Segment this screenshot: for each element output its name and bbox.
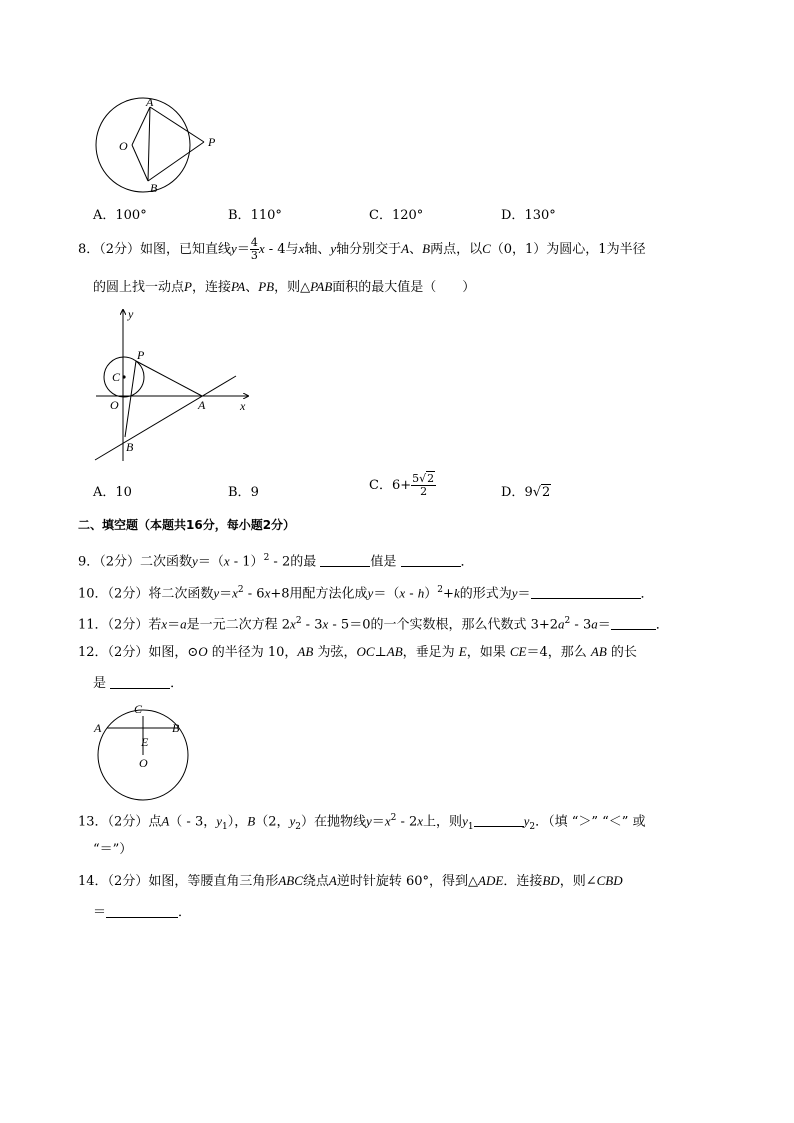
var: x <box>161 616 168 632</box>
var: y <box>367 585 374 601</box>
text: 上，则 <box>423 814 463 830</box>
var: ABC <box>278 873 303 888</box>
text: 是 <box>93 676 111 691</box>
text: ．连接 <box>503 874 543 889</box>
option-label: B． <box>228 208 251 223</box>
q9-blank-2[interactable] <box>401 553 461 567</box>
q7-label-a: A <box>146 95 154 109</box>
q8-figure <box>90 306 260 466</box>
text: 是一元二次方程 2 <box>186 617 291 633</box>
text: ． <box>460 554 474 570</box>
var: x <box>264 585 271 601</box>
text: 12．（2分）如图，⊙ <box>78 645 199 660</box>
sub: 1 <box>222 821 228 832</box>
var: y <box>192 553 198 569</box>
q7-label-b: B <box>150 181 158 195</box>
text: 面积的最大值是（ ） <box>332 280 476 295</box>
q12-label-o: O <box>139 756 148 770</box>
var: x <box>399 585 406 601</box>
frac-num: 5√2 <box>412 472 435 485</box>
text: （ - 3， <box>169 814 217 830</box>
option-label: C． <box>369 208 392 223</box>
text: ＝ <box>167 617 181 633</box>
option-label: A． <box>93 485 116 500</box>
text: 、 <box>245 280 259 295</box>
section-heading: 二、填空题（本题共16分，每小题2分） <box>78 518 296 532</box>
q12-blank[interactable] <box>110 675 170 689</box>
q13-blank[interactable] <box>474 813 524 827</box>
sub: 2 <box>295 821 301 832</box>
var: y <box>511 585 518 601</box>
option-value: 9 <box>250 485 259 500</box>
q12-question-line1 <box>78 642 637 663</box>
var: AB <box>386 644 403 659</box>
q7-circle <box>96 98 190 192</box>
sup: 2 <box>390 813 397 823</box>
text: ⊥ <box>374 645 387 660</box>
var: x <box>290 616 296 632</box>
q7-label-o: O <box>119 139 128 153</box>
q8-options <box>93 472 693 509</box>
var: A <box>401 241 410 256</box>
q8-segment-pa <box>136 361 202 396</box>
var: B <box>422 241 431 256</box>
text: 9．（2分）二次函数 <box>78 554 193 570</box>
sup: 2 <box>295 616 302 626</box>
q14-blank[interactable] <box>106 904 178 918</box>
q8-label-x: x <box>240 399 246 413</box>
q8-option-d[interactable]: D．9√2 <box>501 485 551 500</box>
text: ＝ <box>236 242 250 257</box>
q7-option-b[interactable] <box>228 204 282 223</box>
var: k <box>453 585 460 601</box>
radicand: 2 <box>427 472 435 485</box>
var: y <box>523 813 530 829</box>
var: x <box>232 585 238 601</box>
q14-question-line2 <box>93 903 191 923</box>
text: ，则∠ <box>559 874 597 889</box>
text: ． <box>655 617 669 633</box>
q7-option-c[interactable] <box>369 204 423 223</box>
text: - 3 <box>301 617 323 633</box>
option-label: A． <box>93 208 116 223</box>
sup: 2 <box>263 553 270 563</box>
sup: 2 <box>237 585 244 595</box>
text: ． <box>170 676 184 691</box>
text: ，则△ <box>274 280 311 295</box>
var: E <box>458 644 467 659</box>
option-label: D． <box>501 485 525 500</box>
frac-num: 4 <box>250 236 258 249</box>
text: ＝ <box>597 617 611 633</box>
text: 两点，以 <box>430 242 483 257</box>
text: 8．（2分）如图，已知直线 <box>78 242 232 257</box>
sub: 2 <box>529 821 536 832</box>
var: AB <box>297 644 314 659</box>
text: ．（填 “＞” “＜” 或 <box>535 814 646 830</box>
q8-label-b: B <box>126 440 134 454</box>
text: - 4与 <box>264 242 299 257</box>
var: y <box>330 241 337 256</box>
q12-question-line2 <box>93 674 183 694</box>
text: ． <box>640 586 654 602</box>
var: a <box>558 616 565 632</box>
var: CE <box>509 644 527 659</box>
var: x <box>258 241 265 256</box>
var: A <box>328 873 337 888</box>
q8-label-a: A <box>198 398 206 412</box>
var: y <box>231 241 237 256</box>
text: 值是 <box>370 554 401 570</box>
var: x <box>384 813 391 829</box>
q10-blank[interactable] <box>531 585 641 599</box>
var: y <box>213 585 220 601</box>
q9-blank-1[interactable] <box>320 553 370 567</box>
var: a <box>180 616 187 632</box>
q12-label-c: C <box>134 702 143 716</box>
var: y <box>289 813 296 829</box>
sub: 1 <box>467 821 474 832</box>
q12-figure <box>90 700 200 805</box>
var: a <box>591 616 598 632</box>
q8-option-c[interactable] <box>369 473 436 498</box>
var: OC <box>356 644 375 659</box>
text: ＝（ <box>373 586 400 602</box>
q8-option-b[interactable] <box>228 481 259 500</box>
q12-label-a: A <box>94 721 102 735</box>
var: PB <box>258 279 275 294</box>
text: 轴、 <box>304 242 331 257</box>
text: 的圆上找一动点 <box>93 280 185 295</box>
q8-label-p: P <box>137 348 145 362</box>
text: （0，1）为圆心，1为半径 <box>490 242 646 257</box>
text: ，垂足为 <box>402 645 459 660</box>
q7-label-p: P <box>208 135 216 149</box>
text: ＝ <box>371 814 385 830</box>
q7-chord-ab <box>148 107 150 181</box>
var: B <box>247 813 256 829</box>
var: y <box>366 813 372 829</box>
q7-segment-oa <box>132 107 150 145</box>
q7-figure <box>90 95 220 200</box>
q9-question <box>78 548 474 572</box>
text: ＝（ <box>197 554 224 570</box>
text: + <box>443 586 454 602</box>
var: ADE <box>478 873 504 888</box>
q12-label-b: B <box>172 721 180 735</box>
q7-segment-ob <box>132 145 148 181</box>
var: x <box>298 241 305 256</box>
q8-label-c: C <box>112 370 121 384</box>
q8-question-line1 <box>78 237 646 262</box>
q8-fraction <box>250 237 259 262</box>
option-value: 100° <box>115 208 147 223</box>
text: - 6 <box>243 586 265 602</box>
q8-option-c-fraction <box>411 473 436 498</box>
text: ＝4，那么 <box>526 645 591 660</box>
var: PA <box>230 279 246 294</box>
q8-option-a[interactable] <box>93 481 132 500</box>
text: 绕点 <box>302 874 329 889</box>
text: 、 <box>409 242 423 257</box>
text: 11．（2分）若 <box>78 617 162 633</box>
var: h <box>417 585 425 601</box>
radicand: 2 <box>542 485 551 500</box>
frac-den: 2 <box>420 485 428 498</box>
text: - 5＝0的一个实数根，那么代数式 3+2 <box>328 617 559 633</box>
var: P <box>184 279 192 294</box>
q8-question-line2 <box>93 277 475 298</box>
q8-label-o: O <box>110 398 119 412</box>
var: PAB <box>310 279 333 294</box>
q7-options <box>93 204 693 224</box>
text: - <box>405 586 418 602</box>
option-label: C． <box>369 478 392 493</box>
q11-question <box>78 611 669 635</box>
option-value: 110° <box>250 208 282 223</box>
text: 为弦， <box>313 645 357 660</box>
var: AB <box>590 644 607 659</box>
q8-line-ab <box>95 376 236 460</box>
text: “＝”） <box>93 842 133 857</box>
text: - 2的最 <box>269 554 321 570</box>
text: 13．（2分）点 <box>78 814 162 830</box>
q8-center-dot <box>122 375 125 378</box>
text: - 1） <box>229 554 264 570</box>
text: ，连接 <box>191 280 231 295</box>
text: - 3 <box>570 617 592 633</box>
coef: 5 <box>412 472 420 485</box>
text: 的形式为 <box>459 586 512 602</box>
q11-blank[interactable] <box>611 616 656 630</box>
text: 轴分别交于 <box>336 242 402 257</box>
text: 逆时针旋转 60°，得到△ <box>336 874 479 889</box>
text: ＝ <box>219 586 233 602</box>
text: ，如果 <box>466 645 510 660</box>
var: C <box>482 241 491 256</box>
text: 10．（2分）将二次函数 <box>78 586 214 602</box>
option-value: 10 <box>115 485 132 500</box>
var: BD <box>542 873 560 888</box>
option-value: 6+ <box>391 478 412 493</box>
text: ． <box>178 905 192 920</box>
var: y <box>216 813 222 829</box>
text: - 2 <box>396 814 418 830</box>
text: ＝ <box>517 586 531 602</box>
option-value: 9 <box>524 485 533 500</box>
q8-label-y: y <box>128 307 134 321</box>
var: x <box>322 616 329 632</box>
option-label: D． <box>501 208 525 223</box>
text: +8用配方法化成 <box>270 586 368 602</box>
var: y <box>462 813 468 829</box>
text: （2， <box>255 814 290 830</box>
option-value: 120° <box>391 208 424 223</box>
text: ）在抛物线 <box>301 814 367 830</box>
text: 的半径为 10， <box>207 645 298 660</box>
q13-question-line2 <box>93 840 132 860</box>
sup: 2 <box>437 585 444 595</box>
q7-option-d[interactable] <box>501 204 556 223</box>
q10-question <box>78 580 654 604</box>
text: 的长 <box>606 645 637 660</box>
var: x <box>417 813 424 829</box>
text: 14．（2分）如图，等腰直角三角形 <box>78 874 279 889</box>
var: x <box>223 553 230 569</box>
q7-tangent-pb <box>148 142 204 181</box>
var: CBD <box>596 873 623 888</box>
var: O <box>198 644 208 659</box>
q7-option-a[interactable] <box>93 204 147 223</box>
var: A <box>161 813 170 829</box>
text: ）， <box>227 814 248 830</box>
q8-segment-pb <box>125 361 136 437</box>
text: ） <box>424 586 438 602</box>
option-label: B． <box>228 485 251 500</box>
option-value: 130° <box>524 208 556 223</box>
sup: 2 <box>564 616 571 626</box>
q12-label-e: E <box>141 735 149 749</box>
frac-den: 3 <box>250 249 258 262</box>
q14-question-line1 <box>78 871 623 892</box>
q13-question-line1 <box>78 808 646 837</box>
text: ＝ <box>93 905 107 920</box>
